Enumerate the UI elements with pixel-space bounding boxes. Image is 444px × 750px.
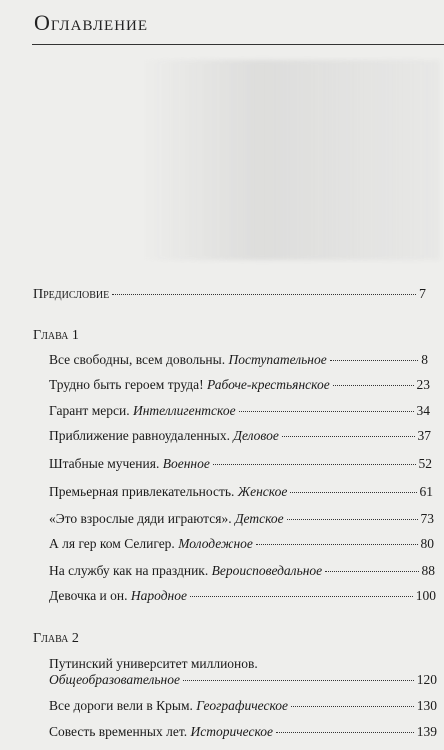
leader-dots — [112, 294, 416, 295]
chapter-heading: Глава 2 — [33, 631, 79, 646]
toc-entry[interactable] — [49, 563, 435, 579]
toc-entry[interactable] — [49, 428, 431, 444]
page-number: 61 — [419, 484, 433, 499]
leader-dots — [276, 732, 414, 733]
entry-title: А ля гер ком Селигер. — [49, 536, 175, 551]
toc-entry[interactable] — [49, 656, 437, 688]
entry-title: Гарант мерси. — [49, 403, 130, 418]
toc-entry[interactable] — [49, 511, 434, 527]
leader-dots — [287, 519, 418, 520]
entry-title: Девочка и он. — [49, 588, 128, 603]
page-number: 88 — [421, 563, 435, 578]
entry-subtitle: Поступательное — [228, 352, 327, 367]
show-through-text — [140, 60, 440, 260]
page-number: 73 — [420, 511, 434, 526]
leader-dots — [239, 411, 414, 412]
entry-subtitle: Географическое — [196, 698, 289, 713]
toc-entry[interactable] — [49, 698, 437, 714]
entry-subtitle: Деловое — [233, 428, 279, 443]
toc-entry[interactable] — [49, 377, 430, 393]
page-number: 120 — [416, 672, 437, 687]
entry-subtitle: Военное — [162, 456, 210, 471]
entry-title: На службу как на праздник. — [49, 563, 209, 578]
title-rule — [32, 44, 444, 45]
leader-dots — [183, 680, 414, 681]
entry-title: Все свободны, всем довольны. — [49, 352, 226, 367]
leader-dots — [256, 544, 418, 545]
leader-dots — [213, 464, 416, 465]
leader-dots — [290, 492, 416, 493]
entry-title: Приближение равноудаленных. — [49, 428, 231, 443]
entry-title: Штабные мучения. — [49, 456, 160, 471]
leader-dots — [291, 706, 414, 707]
leader-dots — [333, 385, 414, 386]
page-number: 34 — [416, 403, 430, 418]
page-number: 7 — [419, 287, 426, 302]
page-number: 52 — [418, 456, 432, 471]
page-number: 100 — [415, 588, 436, 603]
toc-entry[interactable] — [49, 456, 432, 472]
entry-subtitle: Интеллигентское — [132, 403, 236, 418]
leader-dots — [190, 596, 413, 597]
entry-subtitle: Общеобразовательное — [49, 672, 180, 687]
entry-subtitle: Рабоче-крестьянское — [207, 377, 330, 392]
leader-dots — [330, 360, 419, 361]
entry-title: Трудно быть героем труда! — [49, 377, 204, 392]
toc-entry[interactable] — [49, 352, 428, 368]
entry-subtitle: Вероисповедальное — [211, 563, 323, 578]
entry-subtitle: Детское — [234, 511, 284, 526]
page-title: Оглавление — [34, 10, 149, 35]
entry-subtitle: Молодежное — [178, 536, 253, 551]
page-number: 37 — [417, 428, 431, 443]
page-number: 139 — [416, 724, 437, 739]
toc-entry[interactable] — [49, 724, 437, 740]
chapter-heading: Глава 1 — [33, 328, 79, 343]
leader-dots — [282, 436, 415, 437]
entry-title: «Это взрослые дяди играются». — [49, 511, 232, 526]
toc-entry-preface[interactable] — [33, 287, 426, 303]
entry-subtitle: Народное — [130, 588, 187, 603]
page-number: 80 — [420, 536, 434, 551]
toc-entry[interactable] — [49, 403, 430, 419]
entry-subtitle: Женское — [237, 484, 288, 499]
toc-entry[interactable] — [49, 484, 433, 500]
leader-dots — [325, 571, 418, 572]
toc-entry[interactable] — [49, 536, 434, 552]
toc-entry[interactable] — [49, 588, 436, 604]
page-number: 8 — [421, 352, 428, 367]
page-number: 130 — [416, 698, 437, 713]
entry-title: Все дороги вели в Крым. — [49, 698, 193, 713]
entry-title: Путинский университет миллионов. — [49, 656, 258, 671]
entry-subtitle: Историческое — [190, 724, 273, 739]
entry-title: Премьерная привлекательность. — [49, 484, 235, 499]
page-number: 23 — [416, 377, 430, 392]
entry-title: Предисловие — [33, 287, 110, 302]
entry-title: Совесть временных лет. — [49, 724, 188, 739]
